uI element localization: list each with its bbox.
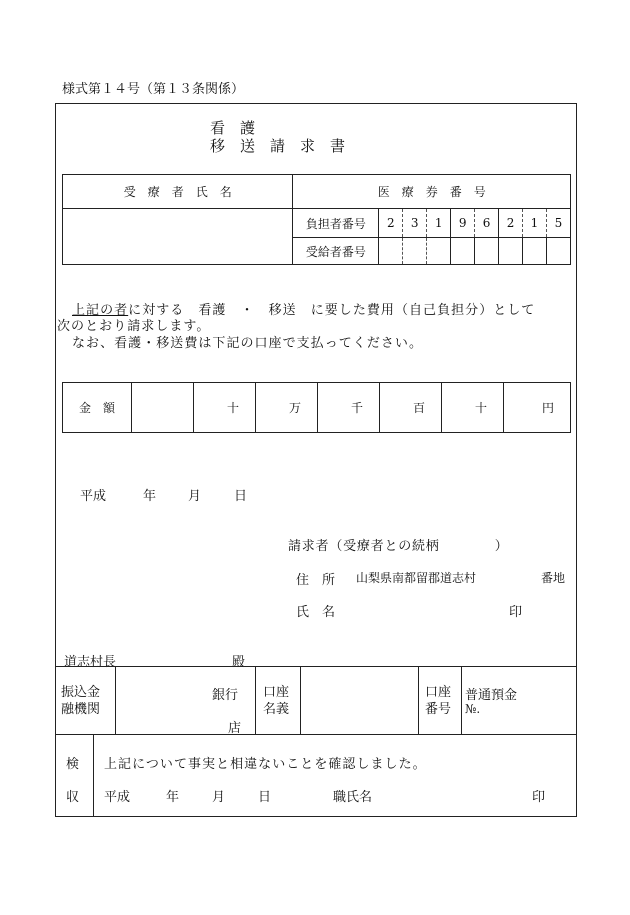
inspection-date-month: 月 bbox=[212, 790, 226, 805]
claimant-seal: 印 bbox=[509, 605, 523, 620]
inspection-confirm-text: 上記について事実と相違ないことを確認しました。 bbox=[104, 757, 427, 772]
medical-card-header: 医 療 券 番 号 bbox=[293, 175, 571, 209]
amount-unit-yen[interactable]: 円 bbox=[504, 383, 571, 433]
claimant-label: 請求者（受療者との続柄 ） bbox=[288, 539, 509, 554]
body-text: に対する bbox=[128, 303, 185, 318]
title-line1: 看 護 bbox=[210, 119, 256, 137]
inspection-seal: 印 bbox=[532, 790, 546, 805]
payer-digit: 2 bbox=[499, 209, 523, 238]
addressee-honorific: 殿 bbox=[232, 655, 246, 670]
claimant-address-suffix: 番地 bbox=[541, 571, 566, 585]
body-line2: 次のとおり請求します。 bbox=[57, 319, 211, 334]
bank-divider bbox=[461, 666, 462, 734]
amount-unit-hundred[interactable]: 百 bbox=[380, 383, 442, 433]
branch-suffix: 店 bbox=[228, 721, 242, 736]
recipient-digit[interactable] bbox=[499, 238, 523, 265]
body-line3: なお、看護・移送費は下記の口座で支払ってください。 bbox=[72, 336, 424, 351]
inspection-staff-label: 職氏名 bbox=[333, 790, 373, 805]
amount-unit-ten-thousand[interactable]: 万 bbox=[256, 383, 318, 433]
recipient-digit[interactable] bbox=[427, 238, 451, 265]
recipient-number-label: 受給者番号 bbox=[293, 238, 379, 265]
patient-name-header: 受 療 者 氏 名 bbox=[63, 175, 293, 209]
date-month: 月 bbox=[188, 489, 202, 504]
recipient-digit[interactable] bbox=[546, 238, 570, 265]
claimant-name-label: 氏 名 bbox=[296, 605, 336, 620]
amount-unit-ten[interactable]: 十 bbox=[442, 383, 504, 433]
payer-digit: 2 bbox=[379, 209, 403, 238]
payer-digit: 1 bbox=[523, 209, 547, 238]
claimant-address-label: 住 所 bbox=[296, 573, 336, 588]
body-underlined-text: 上記の者 bbox=[72, 303, 129, 318]
patient-table bbox=[62, 174, 571, 265]
title-line2: 移 送 請 求 書 bbox=[210, 137, 346, 155]
amount-label: 金 額 bbox=[63, 383, 132, 433]
bank-institution-label: 振込金 融機関 bbox=[61, 685, 101, 717]
amount-digit[interactable] bbox=[132, 383, 194, 433]
account-type: 普通預金 bbox=[465, 688, 518, 703]
addressee-name: 道志村長 bbox=[64, 655, 117, 670]
body-text: 看護 ・ 移送 に要した費用（自己負担分）として bbox=[198, 303, 536, 318]
bank-divider bbox=[300, 666, 301, 734]
bank-suffix: 銀行 bbox=[212, 688, 239, 703]
account-number-label: 口座 番号 bbox=[425, 685, 452, 717]
recipient-digit[interactable] bbox=[451, 238, 475, 265]
payer-digit: 3 bbox=[403, 209, 427, 238]
bank-divider bbox=[115, 666, 116, 734]
inspection-date-era: 平成 bbox=[104, 790, 131, 805]
account-number-prefix: №. bbox=[465, 702, 481, 716]
payer-digit: 1 bbox=[427, 209, 451, 238]
date-day: 日 bbox=[234, 489, 248, 504]
payer-number-label: 負担者番号 bbox=[293, 209, 379, 238]
bank-bottom-rule bbox=[55, 734, 577, 735]
bank-divider bbox=[418, 666, 419, 734]
account-name-label: 口座 名義 bbox=[263, 685, 290, 717]
inspection-shu: 収 bbox=[66, 790, 80, 805]
recipient-digit[interactable] bbox=[475, 238, 499, 265]
payer-digit: 5 bbox=[546, 209, 570, 238]
date-year: 年 bbox=[143, 489, 157, 504]
recipient-digit[interactable] bbox=[403, 238, 427, 265]
recipient-digit[interactable] bbox=[523, 238, 547, 265]
patient-name-field[interactable] bbox=[63, 209, 293, 265]
inspection-kan: 検 bbox=[66, 757, 80, 772]
bank-divider bbox=[255, 666, 256, 734]
recipient-digit[interactable] bbox=[379, 238, 403, 265]
amount-unit-thousand[interactable]: 千 bbox=[318, 383, 380, 433]
inspection-date-year: 年 bbox=[166, 790, 180, 805]
date-era: 平成 bbox=[80, 489, 107, 504]
inspection-divider bbox=[93, 734, 94, 817]
form-id: 様式第１４号（第１３条関係） bbox=[62, 82, 245, 97]
claimant-address-value: 山梨県南都留郡道志村 bbox=[356, 571, 477, 585]
bank-top-rule bbox=[55, 666, 577, 667]
payer-digit: 6 bbox=[475, 209, 499, 238]
inspection-date-day: 日 bbox=[258, 790, 272, 805]
amount-table bbox=[62, 382, 571, 433]
payer-digit: 9 bbox=[451, 209, 475, 238]
amount-unit-ten-hundred-thousand[interactable]: 十 bbox=[194, 383, 256, 433]
